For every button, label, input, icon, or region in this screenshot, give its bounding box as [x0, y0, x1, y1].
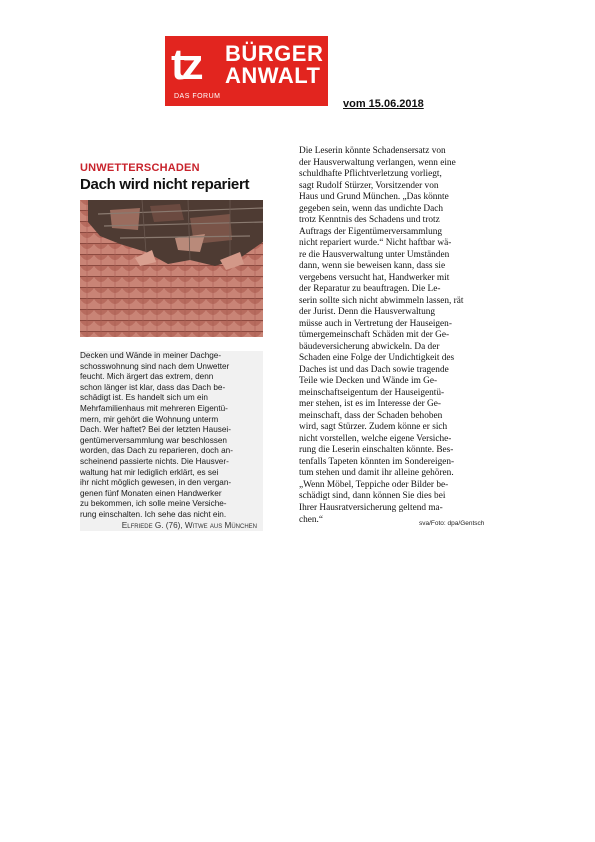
letter-signature: Elfriede G. (76), Witwe aus München: [121, 520, 257, 530]
answer-line: vergebens versucht hat, Handwerker mit: [299, 272, 450, 283]
publication-date: vom 15.06.2018: [343, 98, 424, 110]
article-kicker: UNWETTERSCHADEN: [80, 162, 200, 174]
answer-line: Auftrags der Eigentümerversammlung: [299, 226, 443, 237]
letter-line: gentümerversammlung war beschlossen: [80, 435, 227, 445]
answer-line: serin sollte sich nicht abwimmeln lassen, rät: [299, 295, 464, 306]
answer-line: Haus und Grund München. „Das könnte: [299, 192, 449, 203]
reader-letter: [80, 351, 263, 531]
letter-line: zu bekommen, ich solle meine Versiche-: [80, 499, 227, 509]
answer-line: mer stehen, ist es im Interesse der Ge-: [299, 399, 441, 410]
letter-line: schosswohnung sind nach dem Unwetter: [80, 361, 230, 371]
expert-answer: [299, 146, 499, 526]
answer-line: Daches ist und das Dach sowie tragende: [299, 364, 449, 375]
letter-line: scheinend passierte nichts. Die Hausver-: [80, 456, 229, 466]
answer-line: Die Leserin könnte Schadensersatz von: [299, 146, 446, 156]
answer-line: meinschaftseigentum der Hauseigentü-: [299, 387, 445, 398]
answer-line: nicht repariert wurde.“ Nicht haftbar wä-: [299, 238, 452, 249]
answer-line: der Hausverwaltung verlangen, wenn eine: [299, 157, 456, 168]
letter-line: genen fünf Monaten einen Handwerker: [80, 488, 222, 498]
answer-line: Schaden eine Folge der Undichtigkeit des: [299, 353, 455, 364]
answer-line: sagt Rudolf Stürzer, Vorsitzender von: [299, 180, 439, 191]
tz-buergeranwalt-logo: [165, 36, 328, 106]
letter-line: schädigt ist. Es handelt sich um ein: [80, 393, 208, 403]
letter-line: Mehrfamilienhaus mit mehreren Eigentü-: [80, 403, 228, 413]
answer-line: müsse auch in Vertretung der Hauseigen-: [299, 318, 452, 329]
letter-line: ihr nicht möglich gewesen, in den vergan-: [80, 478, 232, 488]
answer-line: tümergemeinschaft Schäden mit der Ge-: [299, 330, 450, 341]
logo-tz-mark: tz: [171, 40, 200, 89]
answer-line: Ihrer Hausratversicherung geltend ma-: [299, 502, 443, 513]
letter-line: feucht. Mich ärgert das extrem, denn: [80, 372, 214, 382]
answer-line: nicht vorstellen, welche eigene Versiche-: [299, 433, 452, 444]
damaged-roof-photo: [80, 200, 263, 337]
answer-line: bäudeversicherung abwickeln. Da der: [299, 341, 440, 352]
letter-line: schon länger ist klar, dass das Dach be-: [80, 382, 226, 392]
answer-line: meinschaft, dass der Schaden behoben: [299, 410, 443, 421]
letter-line: rung einschalten. Ich sehe das nicht ein.: [80, 509, 227, 519]
logo-subtitle: DAS FORUM: [174, 93, 221, 100]
answer-line: tum stehen und damit ihr alleine gehören.: [299, 468, 454, 479]
letter-line: Decken und Wände in meiner Dachge-: [80, 351, 222, 360]
article-headline: Dach wird nicht repariert: [80, 176, 250, 193]
answer-line: tenfalls Tapeten könnten im Sondereigen-: [299, 456, 455, 467]
answer-line: trotz Kenntnis des Schadens und trotz: [299, 215, 440, 226]
answer-line: der Reparatur zu beauftragen. Die Le-: [299, 284, 441, 295]
letter-line: worden, das Dach zu reparieren, doch an-: [80, 446, 233, 456]
answer-line: re die Hausverwaltung unter Umständen: [299, 249, 450, 260]
answer-line: chen.“: [299, 514, 324, 525]
letter-line: mern, mir gehört die Wohnung unterm: [80, 414, 219, 424]
logo-word-buerger: BÜRGER: [225, 41, 324, 66]
answer-line: rung die Leserin einschalten könnte. Bes-: [299, 445, 454, 456]
letter-line: Dach. Wer haftet? Bei der letzten Hausei-: [80, 425, 231, 435]
answer-line: wird, sagt Stürzer. Zudem könne er sich: [299, 422, 448, 433]
answer-line: gegeben sein, wenn das undichte Dach: [299, 203, 444, 214]
answer-line: der Jurist. Denn die Hausverwaltung: [299, 307, 436, 318]
letter-line: waltung hat mir lediglich erklärt, es sei: [80, 467, 219, 477]
answer-line: dann, wenn sie beweisen kann, dass sie: [299, 261, 446, 272]
logo-word-anwalt: ANWALT: [225, 63, 321, 88]
answer-line: „Wenn Möbel, Teppiche oder Bilder be-: [299, 479, 449, 490]
answer-line: Teile wie Decken und Wände im Ge-: [299, 376, 438, 387]
answer-line: schuldhafte Pflichtverletzung vorliegt,: [299, 169, 442, 180]
photo-credit: sva/Foto: dpa/Gentsch: [419, 520, 485, 527]
answer-line: schädigt sind, dann können Sie dies bei: [299, 491, 446, 502]
